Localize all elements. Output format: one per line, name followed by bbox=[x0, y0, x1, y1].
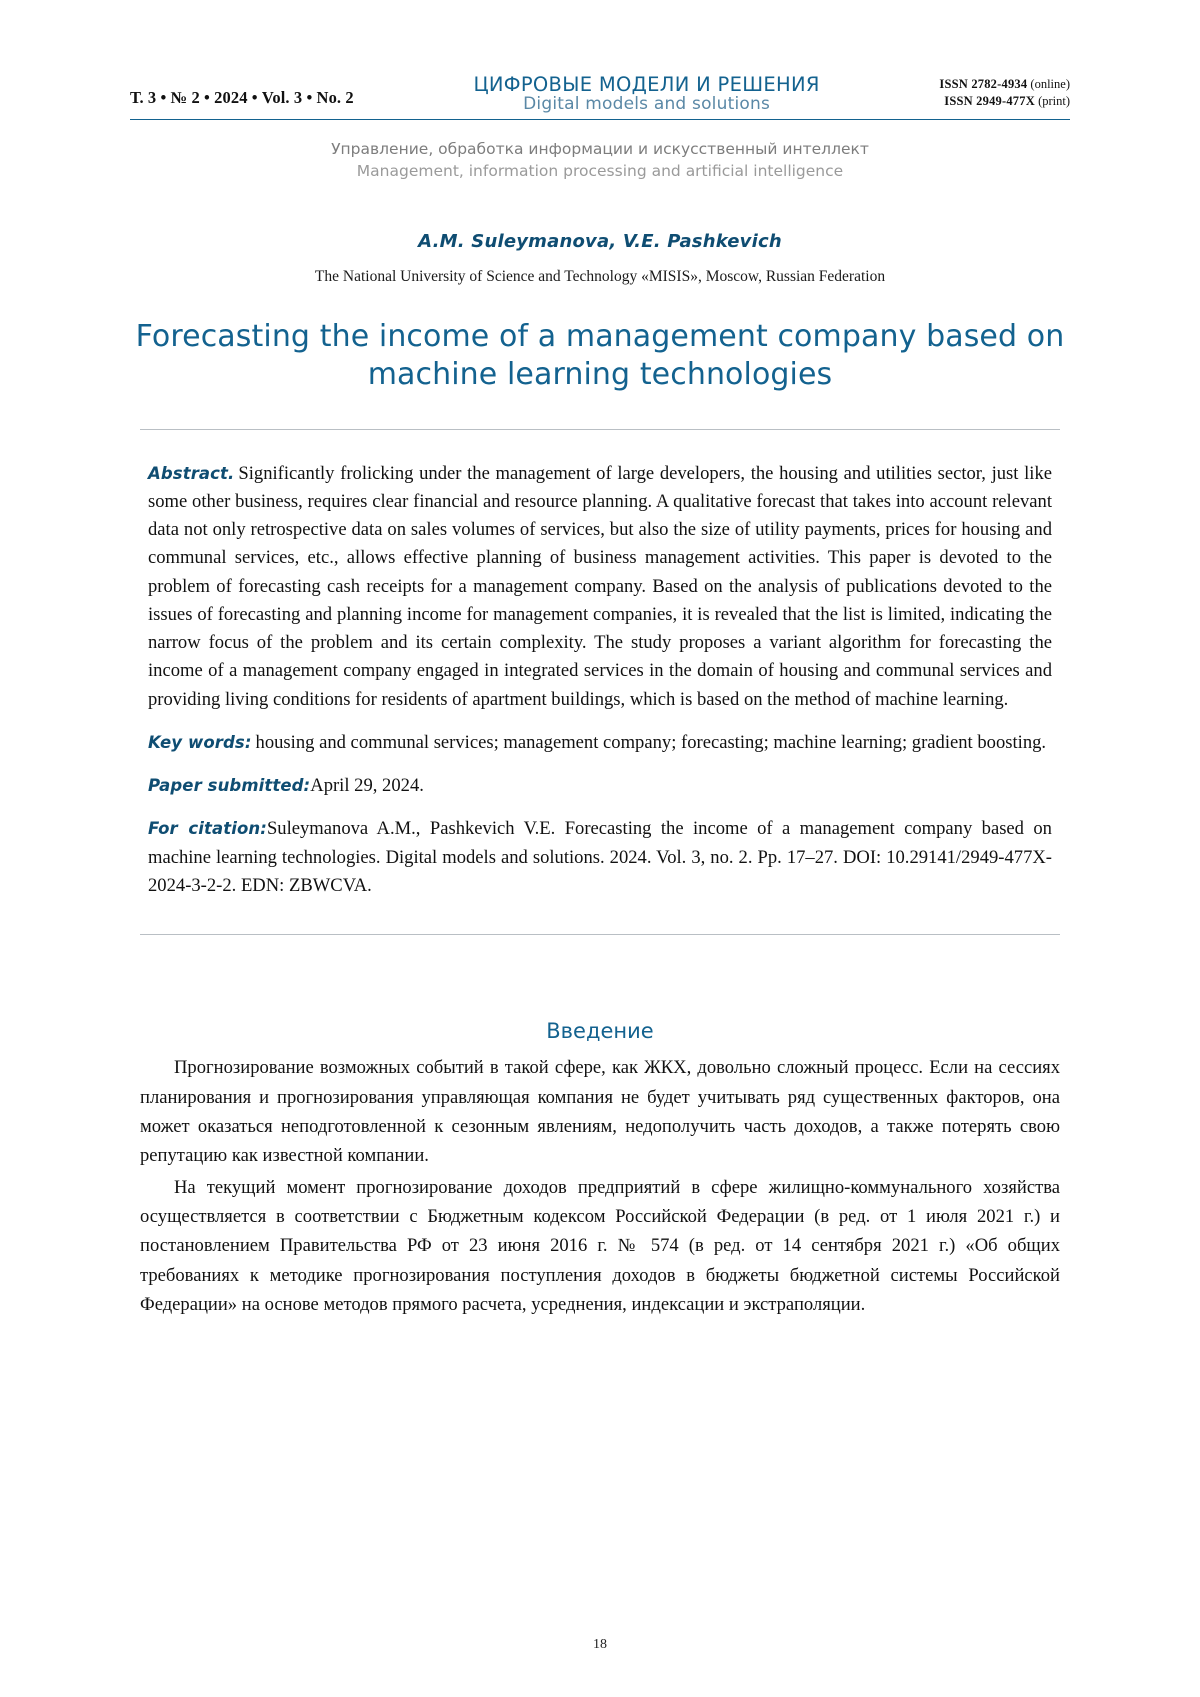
body-text bbox=[130, 1053, 1070, 1319]
volume-issue-label: Т. 3 • № 2 • 2024 • Vol. 3 • No. 2 bbox=[130, 88, 354, 107]
keywords-text: housing and communal services; management company; forecasting; machine learning; gradient boosting. bbox=[255, 731, 1047, 753]
journal-title-block bbox=[354, 72, 940, 115]
citation-text: Suleymanova A.M., Pashkevich V.E. Forecasting the income of a management company based on machine learning technologies. Digital models and solutions. 2024. Vol. 3, no. 2. Pp. 17–27. DOI: 10.29141/2949-477X-2024-3-2-2. EDN: ZBWCVA. bbox=[148, 818, 1052, 896]
submitted-label: Paper submitted: bbox=[148, 776, 311, 796]
running-head bbox=[130, 62, 1070, 114]
section-heading-ru: Управление, обработка информации и искусственный интеллект bbox=[331, 140, 869, 158]
header-divider bbox=[130, 119, 1070, 120]
title-divider bbox=[140, 429, 1060, 430]
keywords-label: Key words: bbox=[148, 732, 252, 752]
issn-online-line bbox=[939, 76, 1070, 93]
journal-title-ru: ЦИФРОВЫЕ МОДЕЛИ И РЕШЕНИЯ bbox=[473, 72, 820, 96]
section-heading-en: Management, information processing and artificial intelligence bbox=[356, 162, 844, 181]
body-paragraph: Прогнозирование возможных событий в такой сфере, как ЖКХ, довольно сложный процесс. Если на сессиях планирования и прогнозирования управляющая компания не будет учитывать ряд существенных факторов, она может оказаться неподготовленной к сезонным явлениям, недополучить часть доходов, а также потерять свою репутацию как известной компании. bbox=[140, 1057, 1060, 1167]
page-number: 18 bbox=[593, 1637, 607, 1652]
issn-online-label: (online) bbox=[1030, 77, 1070, 92]
abstract-divider bbox=[140, 934, 1060, 935]
keywords-paragraph bbox=[148, 729, 1052, 757]
submitted-text: April 29, 2024. bbox=[310, 775, 424, 797]
article-authors: A.M. Suleymanova, V.E. Pashkevich bbox=[418, 230, 782, 252]
submitted-paragraph bbox=[148, 772, 1052, 800]
section-heading bbox=[130, 138, 1070, 183]
citation-label: For citation: bbox=[148, 819, 267, 839]
abstract-text: Significantly frolicking under the management of large developers, the housing and utilities sector, just like some other business, requires clear financial and resource planning. A qualitative forecast that takes into account relevant data not only retrospective data on sales volumes of services, but also the size of utility payments, prices for housing and communal services, etc., allows effective planning of business management activities. This paper is devoted to the problem of forecasting cash receipts for a management company. Based on the analysis of publications devoted to the issues of forecasting and planning income for management companies, it is revealed that the list is limited, indicating the narrow focus of the problem and its certain complexity. The study proposes a variant algorithm for forecasting the income of a management company engaged in integrated services in the domain of housing and communal services and providing living conditions for residents of apartment buildings, which is based on the method of machine learning. bbox=[148, 462, 1052, 710]
issn-online-value: ISSN 2782-4934 bbox=[939, 77, 1028, 92]
issn-print-label: (print) bbox=[1038, 94, 1070, 109]
abstract-block bbox=[130, 460, 1070, 901]
body-section-heading: Введение bbox=[546, 1019, 654, 1044]
issn-print-value: ISSN 2949-477X bbox=[944, 94, 1035, 109]
abstract-label: Abstract. bbox=[148, 463, 235, 483]
issn-print-line bbox=[939, 93, 1070, 110]
article-affiliation: The National University of Science and Technology «MISIS», Moscow, Russian Federation bbox=[314, 267, 886, 285]
citation-paragraph bbox=[148, 815, 1052, 900]
abstract-paragraph bbox=[148, 460, 1052, 714]
journal-title-en: Digital models and solutions bbox=[523, 94, 771, 115]
article-title: Forecasting the income of a management company based on machine learning technologies bbox=[135, 318, 1065, 393]
issn-block bbox=[939, 76, 1070, 114]
body-paragraph: На текущий момент прогнозирование доходов предприятий в сфере жилищно-коммунального хозяйства осуществляется в соответствии с Бюджетным кодексом Российской Федерации (в ред. от 1 июля 2021 г.) и постановлением Правительства РФ от 23 июня 2016 г. № 574 (в ред. от 14 сентября 2021 г.) «Об общих требованиях к методике прогнозирования поступления доходов в бюджеты бюджетной системы Российской Федерации» на основе методов прямого расчета, усреднения, индексации и экстраполяции. bbox=[140, 1176, 1060, 1316]
